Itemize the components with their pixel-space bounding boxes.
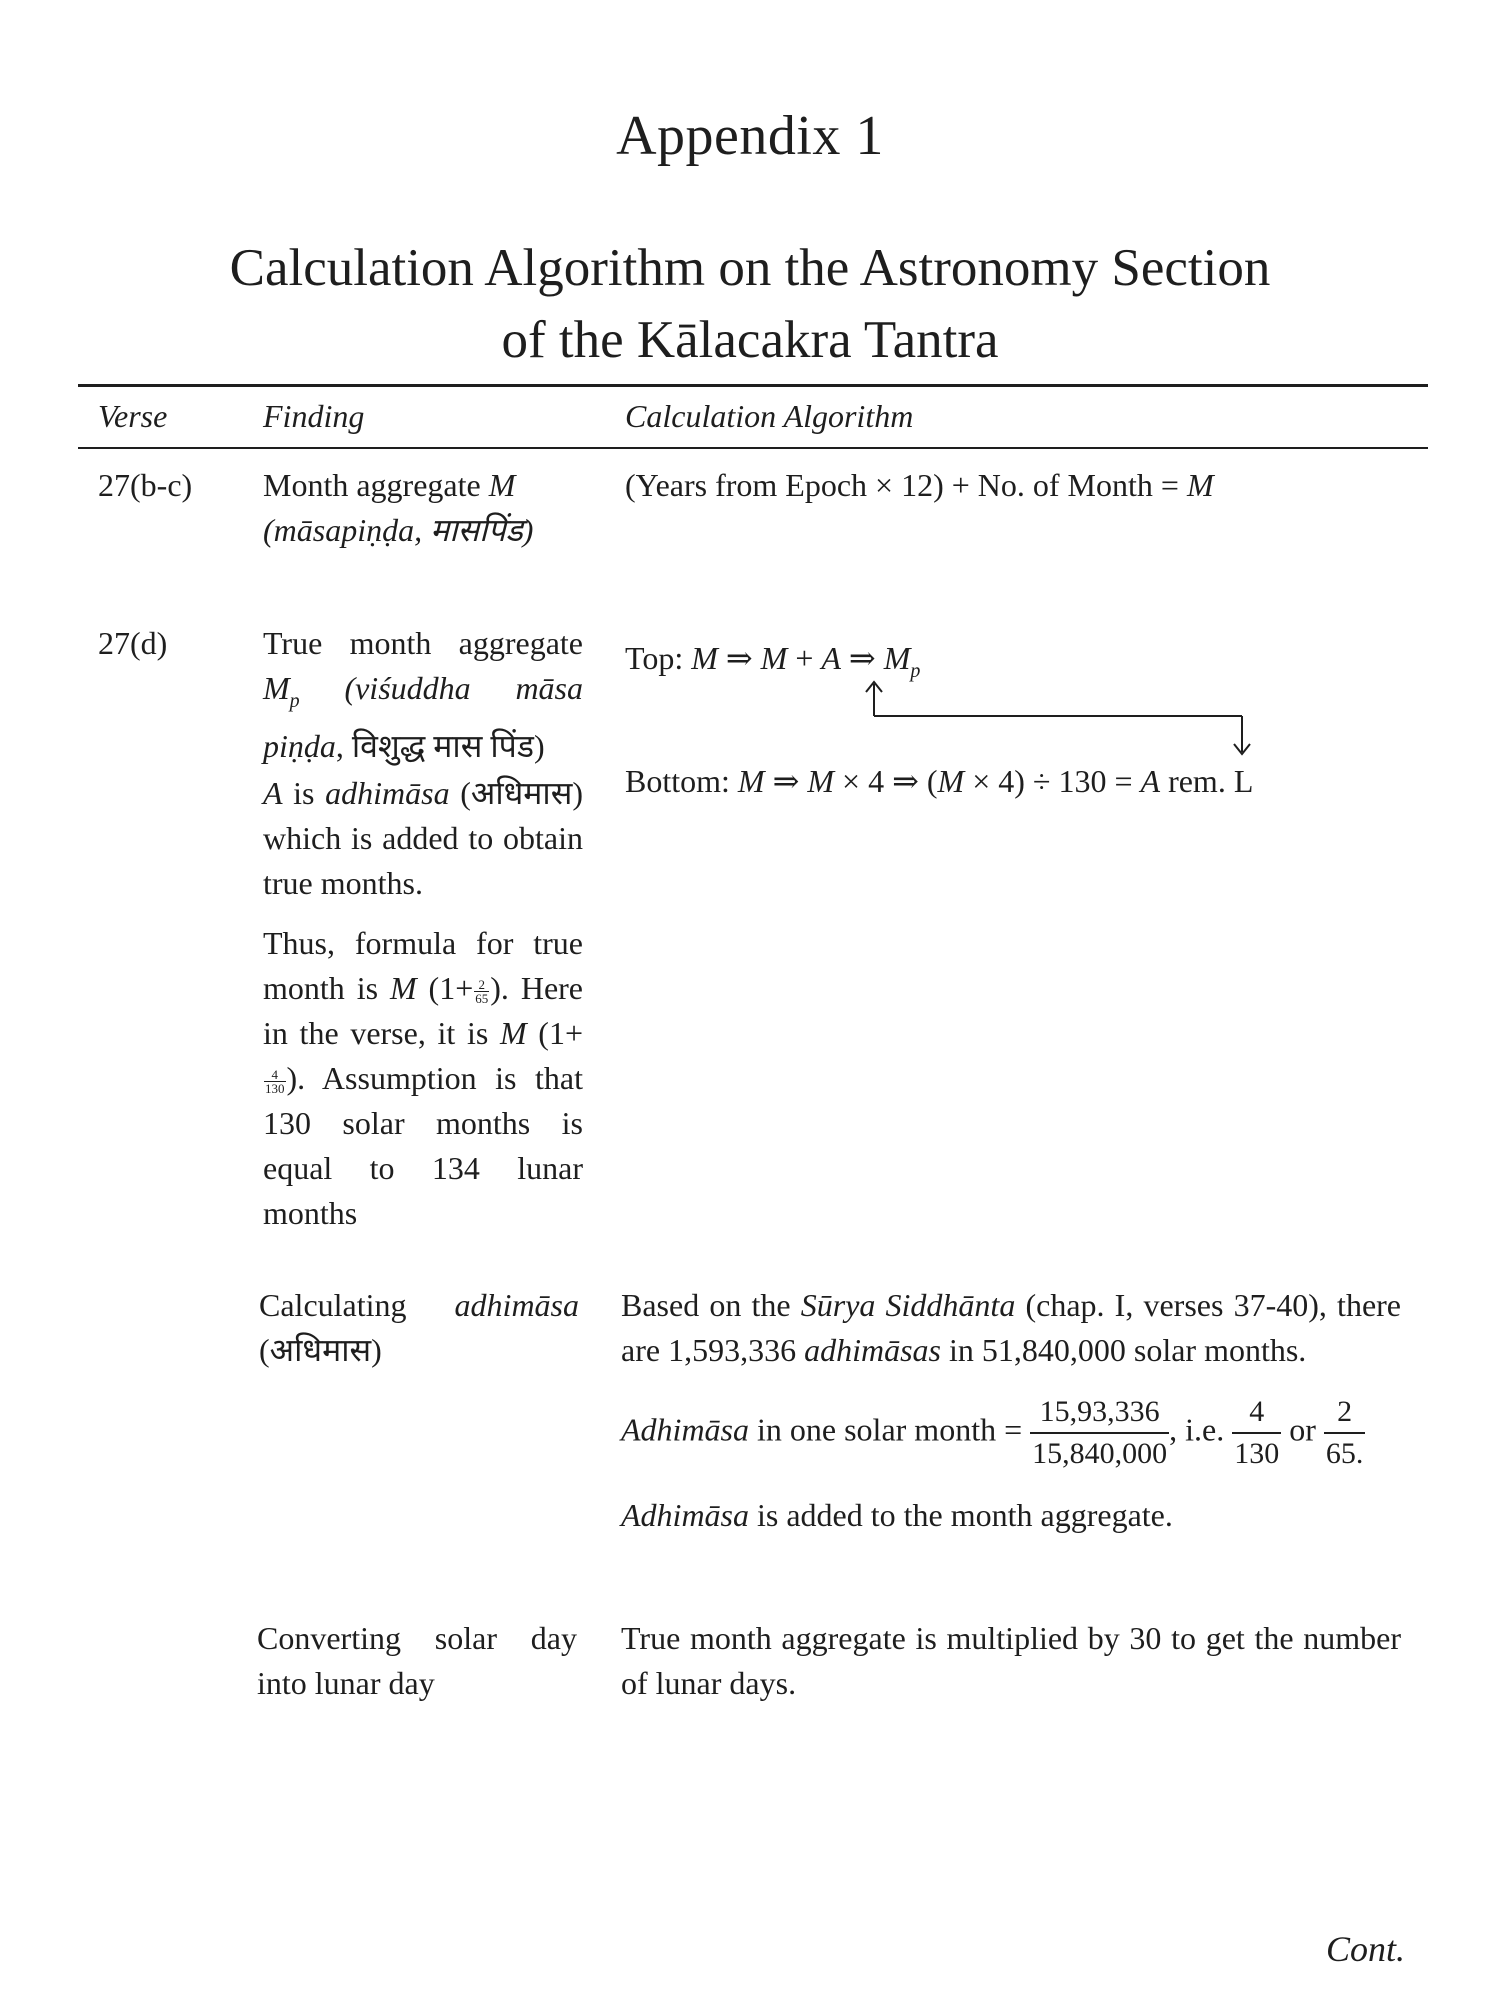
bottom-m1: M [737,763,765,799]
fraction-denominator: 65 [475,991,489,1007]
top-label: Top: [625,640,692,676]
row3-fraction-line [621,1392,1421,1474]
row2-finding-line2 [263,666,583,724]
bottom-m3: M [937,763,965,799]
formula-var: M [389,970,417,1006]
note-text: (अधिमास) which is added to obtain true months. [263,775,583,901]
fraction-numerator: 2 [474,978,489,992]
row4-finding: Converting solar day into lunar day [257,1620,577,1701]
row1-algorithm [625,463,1425,508]
appendix-title: Appendix 1 [616,105,884,167]
table-header-rule [78,447,1428,449]
adhimasas-term: adhimāsas [804,1332,941,1368]
implies-arrow: ⇒ [717,640,761,676]
formula-text: (1+ [526,1015,584,1051]
row2-devanagari: , विशुद्ध मास पिंड) [335,728,545,764]
row3-text: or [1281,1411,1324,1448]
bottom-m2: M [807,763,835,799]
bottom-remainder: rem. L [1160,763,1254,799]
surya-siddhanta-title: Sūrya Siddhānta [800,1287,1016,1323]
row1-finding [263,463,603,553]
row3-finding-text: Calculating [259,1287,455,1323]
fraction-numerator: 2 [1324,1392,1366,1434]
subtitle-line-2: of the Kālacakra Tantra [501,311,999,369]
formula-text: ). Here in the verse, it is [263,970,583,1051]
row3-adhimasa: adhimāsa [454,1287,579,1323]
var-a: A [263,775,283,811]
row3-surya-note [621,1283,1401,1373]
fraction-numerator: 4 [264,1068,286,1082]
row2-formula-note [263,921,583,1236]
fraction-denominator: 130 [1234,1437,1280,1470]
fraction-adhimasa-ratio [1030,1392,1169,1474]
header-finding: Finding [263,398,365,434]
bottom-text: × 4 ⇒ ( [834,763,938,799]
row2-adhimasa-note [263,771,583,906]
implies-arrow: ⇒ [764,763,808,799]
fraction-4-130 [1232,1392,1281,1474]
fraction-denominator: 65. [1325,1437,1364,1470]
bottom-a: A [1140,763,1161,799]
header-algorithm: Calculation Algorithm [625,398,914,434]
fraction-numerator: 4 [1232,1392,1281,1434]
row2-visuddha: (viśuddha māsa [299,670,583,706]
row1-finding-text: Month aggregate [263,467,489,503]
row2-mp-var: M [263,670,290,706]
row3-text: , i.e. [1169,1411,1233,1448]
fraction-denominator: 15,840,000 [1032,1437,1168,1470]
row3-finding [259,1283,579,1373]
implies-arrow: ⇒ [840,640,884,676]
row2-mp-sub: p [289,690,300,712]
row2-finding-term [263,621,583,769]
top-a: A [821,640,841,676]
page-subtitle [0,232,1500,376]
top-m2: M [760,640,788,676]
header-verse: Verse [98,398,168,434]
top-m1: M [691,640,718,676]
flow-connector-arrow [870,680,1250,760]
row3-devanagari: (अधिमास) [259,1332,382,1368]
note-text: is [282,775,326,811]
fraction-denominator: 130 [265,1081,285,1097]
formula-var: M [499,1015,527,1051]
row3-text: Based on the [621,1287,801,1323]
adhimasa-term: Adhimāsa [621,1497,749,1533]
table-top-rule [78,384,1428,387]
fraction-numerator: 15,93,336 [1030,1392,1169,1434]
formula-text: Thus, formula for true month is [263,925,583,1006]
fraction-2-65 [1324,1392,1366,1474]
row3-text: in 51,840,000 solar months. [940,1332,1307,1368]
row2-verse: 27(d) [98,625,168,661]
row2-pinda: piṇḍa [263,728,336,764]
subtitle-line-1: Calculation Algorithm on the Astronomy Section [229,239,1271,297]
top-mp-sub: p [910,660,921,682]
row1-finding-term: (māsapiṇḍa, मासपिंड) [263,512,534,548]
bottom-label: Bottom: [625,763,738,799]
formula-text: ). Assumption is that 130 solar months is equal to 134 lunar months [263,1060,583,1231]
fraction-2-65 [474,978,489,1005]
row1-verse: 27(b-c) [98,467,193,503]
formula-text: (1+ [416,970,474,1006]
row3-text: is added to the month aggregate. [749,1497,1173,1533]
fraction-4-130 [264,1068,286,1095]
top-mp: M [883,640,911,676]
plus-sign: + [787,640,822,676]
adhimasa-term: Adhimāsa [621,1411,749,1448]
row1-finding-var: M [488,467,516,503]
row2-finding-line1: True month aggregate [263,625,583,661]
continued-label: Cont. [1325,1929,1405,1969]
row1-algorithm-var: M [1186,467,1214,503]
row4-algorithm: True month aggregate is multiplied by 30 to get the number of lunar days. [621,1620,1401,1701]
adhimasa-term: adhimāsa [325,775,450,811]
row1-algorithm-text: (Years from Epoch × 12) + No. of Month = [625,467,1187,503]
row3-text: in one solar month = [749,1411,1031,1448]
bottom-flow [625,759,1253,804]
row3-added-note [621,1493,1401,1538]
row3-text: (chap. I, verses 37-40), there are 1,593,336 [621,1287,1402,1368]
bottom-text: × 4) ÷ 130 = [964,763,1141,799]
